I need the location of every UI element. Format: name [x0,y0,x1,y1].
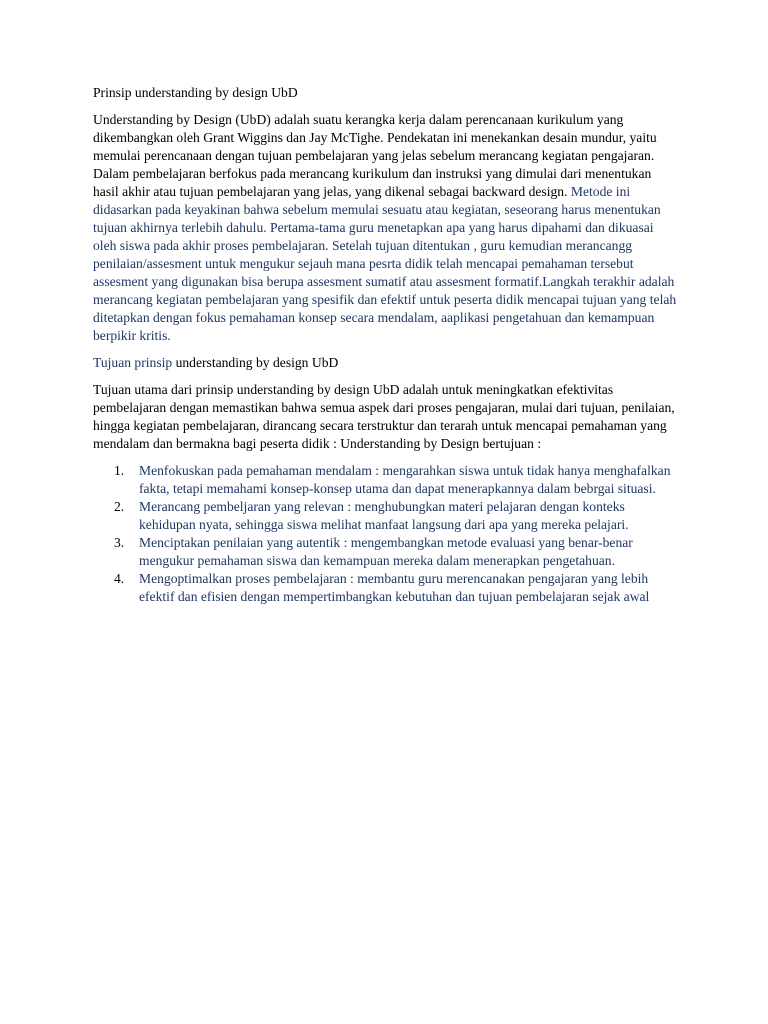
intro-paragraph [93,111,678,345]
list-item [114,498,678,534]
list-item-text: Merancang pembeljaran yang relevan : menghubungkan materi pelajaran dengan konteks kehidupan nyata, sehingga siswa melihat manfaat langsung dari apa yang mereka pelajari. [139,499,629,532]
intro-paragraph-black: Understanding by Design (UbD) adalah suatu kerangka kerja dalam perencanaan kurikulum yang dikembangkan oleh Grant Wiggins dan Jay McTighe. Pendekatan ini menekankan desain mundur, yaitu memulai perencanaan dengan tujuan pembelajaran yang jelas sebelum merancang kegiatan pengajaran. Dalam pembelajaran berfokus pada merancang kurikulum dan instruksi yang dimulai dari menentukan hasil akhir atau tujuan pembelajaran yang jelas, yang dikenal sebagai backward design. [93,112,657,199]
section-heading-blue: Tujuan prinsip [93,355,173,370]
list-item [114,462,678,498]
purpose-paragraph: Tujuan utama dari prinsip understanding by design UbD adalah untuk meningkatkan efektivitas pembelajaran dengan memastikan bahwa semua aspek dari proses pengajaran, mulai dari tujuan, penilaian, hingga kegiatan pembelajaran, dirancang secara terstruktur dan terarah untuk mencapai pemahaman yang mendalam dan bermakna bagi peserta didik : Understanding by Design bertujuan : [93,382,675,451]
list-item-number: 1. [114,463,125,478]
list-item-text: Menciptakan penilaian yang autentik : mengembangkan metode evaluasi yang benar-benar mengukur pemahaman siswa dan kemampuan mereka dalam menerapkan pengetahuan. [139,535,633,568]
list-item-number: 3. [114,535,125,550]
list-item-number: 4. [114,571,125,586]
list-item-number: 2. [114,499,125,514]
section-heading-black: understanding by design UbD [172,355,339,370]
list-item-text: Mengoptimalkan proses pembelajaran : membantu guru merencanakan pengajaran yang lebih efektif dan efisien dengan mempertimbangkan kebutuhan dan tujuan pembelajaran sejak awal [139,571,650,604]
section-heading [93,354,678,372]
document-page [93,84,678,606]
list-item [114,534,678,570]
document-title: Prinsip understanding by design UbD [93,85,298,100]
intro-paragraph-blue: Metode ini didasarkan pada keyakinan bahwa sebelum memulai sesuatu atau kegiatan, seseorang harus menentukan tujuan akhirnya terlebih dahulu. Pertama-tama guru menetapkan apa yang harus dipahami dan dikuasai oleh siswa pada akhir proses pembelajaran. Setelah tujuan ditentukan , guru kemudian merancangg penilaian/assesment untuk mengukur sejauh mana pesrta didik telah mencapai pemahaman tersebut assesment yang digunakan bisa berupa assesment sumatif atau assesment formatif.Langkah terakhir adalah merancang kegiatan pembelajaran yang spesifik dan efektif untuk peserta didik mencapai tujuan yang telah ditetapkan dengan fokus pemahaman konsep secara mendalam, aaplikasi pengetahuan dan kemampuan berpikir kritis. [93,184,677,343]
purpose-list [93,462,678,606]
list-item [114,570,678,606]
list-item-text: Menfokuskan pada pemahaman mendalam : mengarahkan siswa untuk tidak hanya menghafalkan fakta, tetapi memahami konsep-konsep utama dan dapat menerapkannya dalam bebrgai situasi. [139,463,671,496]
